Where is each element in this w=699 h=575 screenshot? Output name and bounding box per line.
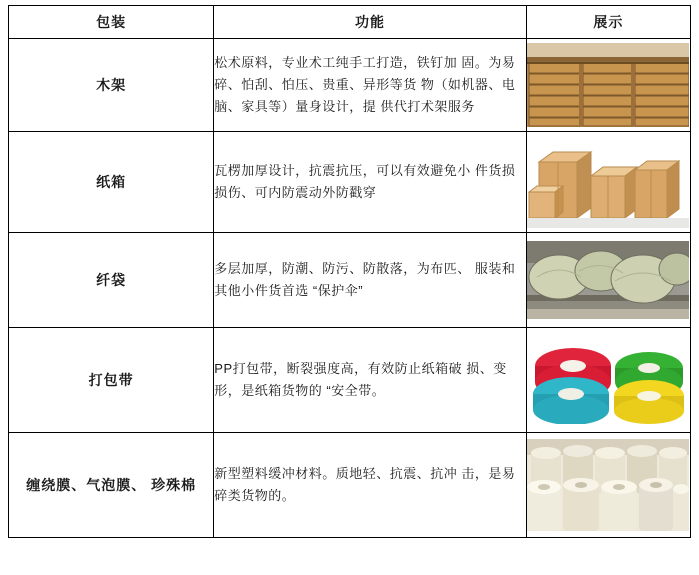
woven-bags-photo <box>527 241 689 319</box>
strapping-rolls-illustration <box>527 336 689 424</box>
category-label: 纸箱 <box>9 132 214 233</box>
column-header-packaging: 包装 <box>9 6 214 39</box>
woven-bags-illustration <box>527 241 689 319</box>
column-header-function: 功能 <box>214 6 526 39</box>
column-header-display: 展示 <box>526 6 690 39</box>
category-label: 缠绕膜、气泡膜、 珍殊棉 <box>9 433 214 538</box>
description-text: PP打包带，断裂强度高，有效防止纸箱破 损、变形，是纸箱货物的 “安全带。 <box>214 328 526 433</box>
display-image-cell <box>526 132 690 233</box>
description-text: 瓦楞加厚设计，抗震抗压，可以有效避免小 件货损损伤、可内防震动外防戳穿 <box>214 132 526 233</box>
category-label: 打包带 <box>9 328 214 433</box>
description-text: 松术原料，专业术工纯手工打造，铁钉加 固。为易碎、怕刮、怕压、贵重、异形等货 物（如机器、电脑、家具等）量身设计，提 供代打术架服务 <box>214 39 526 132</box>
packaging-table-document <box>0 5 699 575</box>
table-header-row <box>9 6 691 39</box>
display-image-cell <box>526 433 690 538</box>
description-text: 多层加厚，防潮、防污、防散落，为布匹、 服装和其他小件货首选 “保护伞” <box>214 233 526 328</box>
table-row <box>9 132 691 233</box>
table-row <box>9 328 691 433</box>
wooden-crate-illustration <box>527 43 689 127</box>
carton-boxes-photo <box>527 136 689 228</box>
strapping-rolls-photo <box>527 336 689 424</box>
display-image-cell <box>526 39 690 132</box>
stretch-film-illustration <box>527 439 689 531</box>
stretch-film-photo <box>527 439 689 531</box>
wooden-crate-photo <box>527 43 689 127</box>
table-row <box>9 233 691 328</box>
table-row <box>9 39 691 132</box>
description-text: 新型塑料缓冲材料。质地轻、抗震、抗冲 击，是易碎类货物的。 <box>214 433 526 538</box>
packaging-table <box>8 5 691 538</box>
display-image-cell <box>526 328 690 433</box>
category-label: 木架 <box>9 39 214 132</box>
table-row <box>9 433 691 538</box>
category-label: 纤袋 <box>9 233 214 328</box>
display-image-cell <box>526 233 690 328</box>
carton-boxes-illustration <box>527 136 689 228</box>
